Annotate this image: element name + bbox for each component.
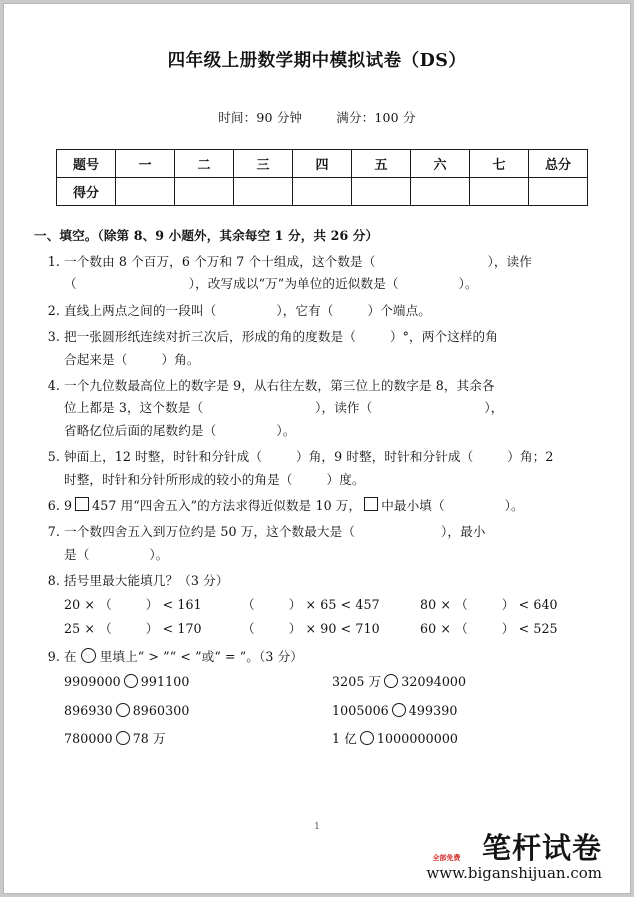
question-1-text-a: 一个数由 8 个百万，6 个万和 7 个十组成，这个数是（ [64, 254, 376, 269]
watermark-free-tag: 全部免费 [432, 854, 461, 862]
question-2-text-b: ），它有（ [276, 302, 334, 318]
comparison-9-6-right: 1000000000 [376, 730, 459, 746]
question-6-text-b: 457 用“四舍五入”的方法求得近似数是 10 万， [92, 498, 362, 514]
question-number-4: 4. [47, 378, 60, 394]
question-4-text-e: ）。 [276, 422, 296, 438]
expression-8-4-pre: 25 × （ [64, 621, 112, 637]
score-cell-4[interactable] [293, 178, 352, 206]
question-6-text-c: 中最小填（ [381, 498, 445, 514]
exam-paper-page [4, 4, 630, 893]
expression-8-3-post: ） < 640 [501, 596, 558, 612]
comparison-9-1 [64, 668, 332, 696]
question-5-line-2 [64, 469, 596, 491]
question-7-text-a: 一个数四舍五入到万位约是 50 万，这个数最大是（ [64, 524, 355, 540]
question-9-text-b: 里填上“ > ”“ < ”或“ = ”。（3 分） [99, 648, 303, 664]
comparison-9-2-left: 3205 万 [332, 674, 382, 690]
question-item-2 [47, 300, 596, 322]
empty-circle-icon[interactable] [384, 674, 398, 688]
empty-box-icon[interactable] [364, 497, 378, 511]
question-7-text-c: 是（ [64, 546, 90, 562]
expression-8-3 [420, 593, 570, 618]
empty-box-icon[interactable] [75, 497, 89, 511]
empty-circle-icon[interactable] [116, 731, 130, 745]
question-number-7: 7. [47, 524, 60, 540]
empty-circle-icon[interactable] [116, 703, 130, 717]
exam-time-label: 时间：90 分钟 [218, 110, 303, 125]
question-list [4, 251, 630, 753]
question-3-text-a: 把一张圆形纸连续对折三次后，形成的角的度数是（ [64, 329, 356, 345]
expression-8-4-post: ） < 170 [145, 621, 202, 637]
empty-circle-icon[interactable] [360, 731, 374, 745]
question-5-line-1 [64, 446, 596, 468]
page-title: 四年级上册数学期中模拟试卷（DS） [167, 51, 467, 71]
question-4-text-a: 位上都是 3，这个数是（ [64, 400, 204, 416]
comparison-row-1 [64, 668, 596, 696]
expression-8-6-post: ） < 525 [501, 621, 558, 637]
exam-meta [4, 72, 630, 126]
question-item-4 [47, 375, 596, 442]
empty-circle-icon[interactable] [81, 648, 96, 663]
question-item-3 [47, 326, 596, 371]
question-2-text-a: 直线上两点之间的一段叫（ [64, 302, 217, 318]
empty-circle-icon[interactable] [392, 703, 406, 717]
score-cell-6[interactable] [411, 178, 470, 206]
question-4-text-d: 省略亿位后面的尾数约是（ [64, 422, 217, 438]
question-3-text-c: 合起来是（ [64, 351, 128, 367]
score-table-col-1: 一 [116, 150, 175, 178]
score-table-row-label-score: 得分 [57, 178, 116, 206]
comparison-9-5-right: 78 万 [132, 730, 166, 746]
comparison-9-5-left: 780000 [64, 730, 113, 746]
question-4-text-c: ）， [484, 400, 504, 416]
score-table-col-3: 三 [234, 150, 293, 178]
question-number-3: 3. [47, 329, 60, 345]
score-table-col-7: 七 [470, 150, 529, 178]
empty-circle-icon[interactable] [124, 674, 138, 688]
comparison-9-4-left: 1005006 [332, 702, 389, 718]
watermark [426, 831, 602, 882]
expression-8-1-pre: 20 × （ [64, 596, 112, 612]
score-cell-1[interactable] [116, 178, 175, 206]
question-1-text-c: （ [64, 276, 77, 292]
question-7-line-1 [64, 521, 596, 543]
question-item-1 [47, 251, 596, 296]
question-8-prompt: 括号里最大能填几？（3 分） [64, 573, 229, 589]
comparison-9-2-right: 32094000 [401, 674, 467, 690]
comparison-9-6-left: 1 亿 [332, 730, 357, 746]
question-8-expressions [64, 593, 596, 642]
score-table [56, 149, 588, 206]
score-table-col-5: 五 [352, 150, 411, 178]
question-3-line-2 [64, 349, 596, 371]
question-9-comparisons [64, 668, 596, 753]
expression-8-1-post: ） < 161 [145, 596, 202, 612]
question-4-line-2 [64, 397, 596, 419]
expression-8-3-pre: 80 × （ [420, 596, 468, 612]
expression-8-5-post: ） × 90 < 710 [288, 621, 380, 637]
score-table-col-6: 六 [411, 150, 470, 178]
question-7-line-2 [64, 544, 596, 566]
expression-row-1 [64, 593, 596, 618]
question-2-text-c: ）个端点。 [367, 302, 431, 318]
question-6-line-1 [64, 495, 596, 517]
question-number-9: 9. [47, 648, 60, 664]
score-cell-5[interactable] [352, 178, 411, 206]
score-table-wrapper [4, 149, 630, 206]
comparison-9-3-right: 8960300 [132, 702, 190, 718]
question-number-2: 2. [47, 302, 60, 318]
comparison-row-2 [64, 697, 596, 725]
watermark-url: www.biganshijuan.com [426, 864, 602, 882]
comparison-9-4-right: 499390 [408, 702, 458, 718]
exam-total-score-label: 满分：100 分 [336, 110, 416, 125]
expression-8-5 [242, 617, 420, 642]
expression-8-2-post: ） × 65 < 457 [288, 596, 380, 612]
question-3-text-d: ）角。 [161, 351, 200, 367]
question-1-text-b: ），读作 [487, 254, 532, 269]
table-row-scores [57, 178, 588, 206]
expression-8-2-pre: （ [242, 596, 255, 612]
question-item-7 [47, 521, 596, 566]
question-7-text-d: ）。 [149, 546, 169, 562]
comparison-9-4 [332, 697, 457, 725]
score-cell-total[interactable] [529, 178, 588, 206]
question-1-text-d: ），改写成以“万”为单位的近似数是（ [188, 276, 399, 292]
comparison-9-6 [332, 725, 458, 753]
question-number-5: 5. [47, 449, 60, 465]
question-number-8: 8. [47, 573, 60, 589]
watermark-brand-row [426, 831, 602, 865]
score-table-col-2: 二 [175, 150, 234, 178]
expression-8-6 [420, 617, 570, 642]
expression-8-4 [64, 617, 242, 642]
question-4-line-1: 一个九位数最高位上的数字是 9，从右往左数，第三位上的数字是 8，其余各 [64, 378, 495, 394]
section-heading-fill-in-blanks: 一、填空。（除第 8、9 小题外，其余每空 1 分，共 26 分） [34, 228, 379, 243]
question-7-text-b: ），最小 [441, 524, 486, 540]
expression-8-2 [242, 593, 420, 618]
question-1-line-2 [64, 273, 596, 295]
question-5-text-e: ）度。 [326, 471, 365, 487]
question-number-1: 1. [47, 254, 60, 269]
score-table-col-total: 总分 [529, 150, 588, 178]
question-item-9 [47, 646, 596, 753]
score-table-col-4: 四 [293, 150, 352, 178]
page-number: 1 [314, 822, 320, 832]
expression-row-2 [64, 617, 596, 642]
score-cell-7[interactable] [470, 178, 529, 206]
comparison-9-3 [64, 697, 332, 725]
comparison-9-2 [332, 668, 466, 696]
question-5-text-c: ）角；2 [507, 449, 554, 465]
question-5-text-b: ）角，9 时整，时针和分针成（ [296, 449, 474, 465]
comparison-row-3 [64, 725, 596, 753]
question-item-5 [47, 446, 596, 491]
question-1-line-1 [64, 251, 596, 273]
question-item-8 [47, 570, 596, 642]
score-table-row-label-question: 题号 [57, 150, 116, 178]
expression-8-5-pre: （ [242, 621, 255, 637]
question-6-text-a: 9 [64, 498, 73, 514]
expression-8-1 [64, 593, 242, 618]
comparison-9-5 [64, 725, 332, 753]
question-3-line-1 [64, 326, 596, 348]
question-9-prompt [64, 646, 596, 668]
comparison-9-1-right: 991100 [140, 674, 190, 690]
question-5-text-d: 时整，时针和分针所形成的较小的角是（ [64, 471, 293, 487]
comparison-9-3-left: 896930 [64, 702, 113, 718]
watermark-brand: 笔杆试卷 [481, 831, 602, 865]
question-item-6 [47, 495, 596, 517]
question-9-text-a: 在 [64, 648, 77, 664]
table-row-question-numbers [57, 150, 588, 178]
question-3-text-b: ）°，两个这样的角 [389, 329, 498, 345]
question-4-line-3 [64, 420, 596, 442]
question-number-6: 6. [47, 498, 60, 514]
question-1-text-e: ）。 [458, 276, 478, 292]
question-4-text-b: ），读作（ [315, 400, 373, 416]
question-5-text-a: 钟面上，12 时整，时针和分针成（ [64, 449, 263, 465]
question-2-line-1 [64, 300, 596, 322]
comparison-9-1-left: 9909000 [64, 674, 121, 690]
expression-8-6-pre: 60 × （ [420, 621, 468, 637]
score-cell-3[interactable] [234, 178, 293, 206]
question-6-text-d: ）。 [504, 498, 524, 514]
score-cell-2[interactable] [175, 178, 234, 206]
